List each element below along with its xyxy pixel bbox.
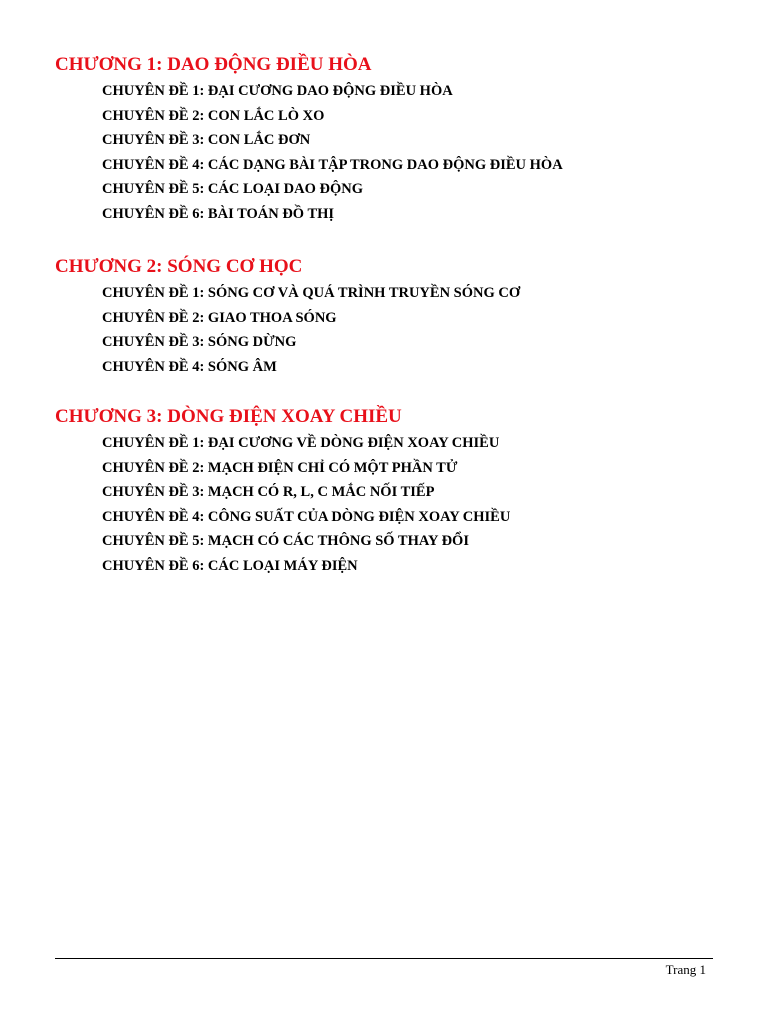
chapter-title: CHƯƠNG 3: DÒNG ĐIỆN XOAY CHIỀU [55,406,402,427]
topic-item: CHUYÊN ĐỀ 4: SÓNG ÂM [102,358,277,375]
topic-item: CHUYÊN ĐỀ 2: CON LẮC LÒ XO [102,107,325,124]
topic-item: CHUYÊN ĐỀ 1: ĐẠI CƯƠNG VỀ DÒNG ĐIỆN XOAY CHIỀU [102,435,500,451]
topic-item: CHUYÊN ĐỀ 6: CÁC LOẠI MÁY ĐIỆN [102,557,358,574]
topic-item: CHUYÊN ĐỀ 2: GIAO THOA SÓNG [102,309,337,326]
topic-item: CHUYÊN ĐỀ 5: CÁC LOẠI DAO ĐỘNG [102,181,364,198]
topic-item: CHUYÊN ĐỀ 6: BÀI TOÁN ĐỒ THỊ [102,205,335,222]
chapter-2 [55,255,735,379]
topic-list [55,79,735,227]
topic-item: CHUYÊN ĐỀ 2: MẠCH ĐIỆN CHỈ CÓ MỘT PHẦN TỬ [102,459,458,476]
topic-list [55,281,735,379]
footer-divider [55,958,713,959]
topic-item: CHUYÊN ĐỀ 5: MẠCH CÓ CÁC THÔNG SỐ THAY ĐỔI [102,533,469,550]
topic-item: CHUYÊN ĐỀ 4: CÔNG SUẤT CỦA DÒNG ĐIỆN XOAY CHIỀU [102,508,511,525]
topic-item: CHUYÊN ĐỀ 1: ĐẠI CƯƠNG DAO ĐỘNG ĐIỀU HÒA [102,83,453,99]
chapter-title: CHƯƠNG 1: DAO ĐỘNG ĐIỀU HÒA [55,54,372,75]
topic-item: CHUYÊN ĐỀ 3: MẠCH CÓ R, L, C MẮC NỐI TIẾP [102,484,435,501]
topic-item: CHUYÊN ĐỀ 1: SÓNG CƠ VÀ QUÁ TRÌNH TRUYỀN SÓNG CƠ [102,285,521,301]
chapter-3 [55,405,735,579]
chapter-title: CHƯƠNG 2: SÓNG CƠ HỌC [55,256,303,277]
topic-list [55,431,735,579]
chapter-1 [55,53,735,227]
topic-item: CHUYÊN ĐỀ 3: CON LẮC ĐƠN [102,132,311,149]
topic-item: CHUYÊN ĐỀ 4: CÁC DẠNG BÀI TẬP TRONG DAO ĐỘNG ĐIỀU HÒA [102,156,563,173]
page-number: Trang 1 [665,962,706,977]
topic-item: CHUYÊN ĐỀ 3: SÓNG DỪNG [102,334,297,351]
